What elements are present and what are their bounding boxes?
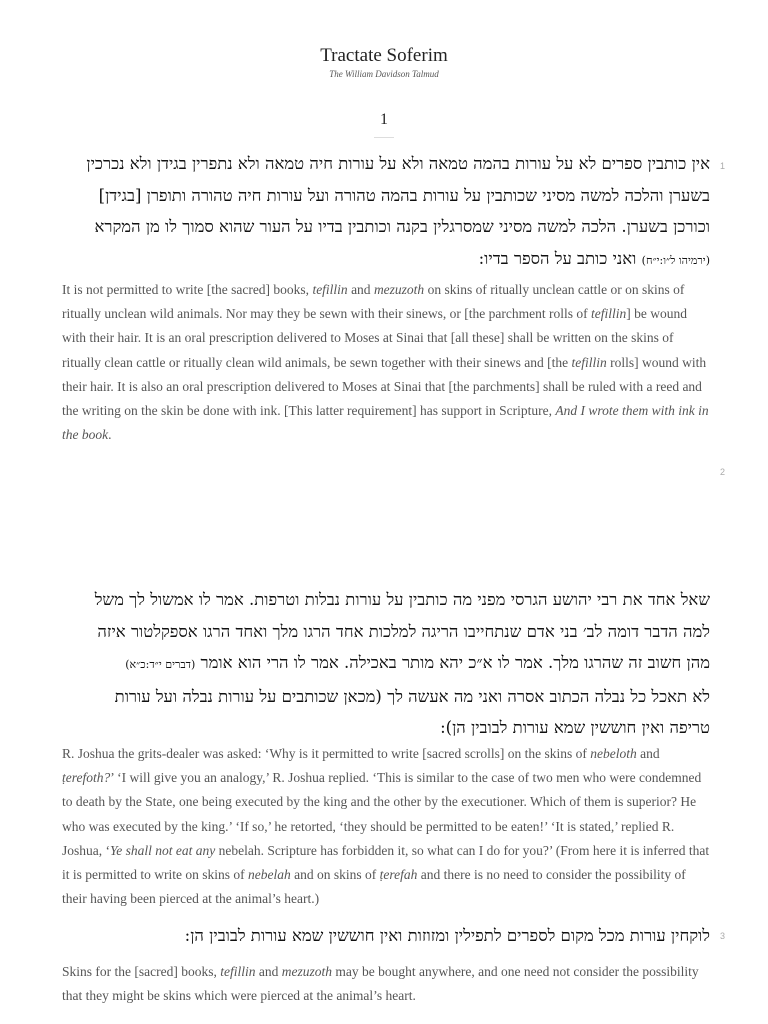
italic-term: ṭerefah bbox=[379, 867, 418, 883]
hebrew-text bbox=[62, 584, 710, 744]
segment-number[interactable]: 1 bbox=[720, 161, 726, 171]
hebrew-line: בשערן והלכה למשה מסיני שכותבין על עורות בהמה טהורה ועל עורות חיה טהורה ותופרן [בגידן] bbox=[98, 185, 710, 205]
hebrew-line: לא תאכל כל נבלה הכתוב אסרה ואני מה אעשה לך (מכאן שכותבים על עורות נבלה ועל עורות bbox=[114, 686, 710, 706]
italic-term: tefillin bbox=[571, 354, 607, 370]
italic-term: nebeloth bbox=[590, 746, 637, 761]
page-title: Tractate Soferim bbox=[320, 45, 448, 66]
italic-term: tefillin bbox=[312, 282, 348, 297]
english-translation: Skins for the [sacred] books, tefillin and mezuzoth may be bought anywhere, and one need not consider the possibility that they might be skins which were pierced at the animal’s heart. bbox=[62, 964, 699, 1004]
italic-term: And I wrote them with ink in the book bbox=[62, 403, 709, 443]
hebrew-line: (ירמיהו ל״ו:י״ח) ואני כותב על הספר בדיו: bbox=[478, 248, 710, 268]
italic-term: nebelah bbox=[247, 867, 291, 883]
hebrew-line: וכורכן בשערן. הלכה למשה מסיני שמסרגלין בקנה וכותבין בדיו על העור שהוא סמוך לו מן המקרא bbox=[94, 217, 710, 236]
segment-number[interactable]: 2 bbox=[720, 467, 726, 477]
italic-term: mezuzoth bbox=[281, 964, 332, 979]
hebrew-line: טריפה ואין חוששין שמא עורות לבובין הן): bbox=[440, 718, 710, 737]
hebrew-line: למה הדבר דומה לב׳ בני אדם שנתחייבו הריגה למלכות אחד הרגו מלך ואחד הרגו אספקלטור איזה bbox=[97, 621, 710, 641]
chapter-divider bbox=[374, 137, 394, 138]
segment-number[interactable]: 3 bbox=[720, 931, 726, 941]
hebrew-line: שאל אחד את רבי יהושע הגרסי מפני מה כותבין על עורות נבלות וטרפות. אמר לו אמשול לך משל bbox=[94, 590, 710, 609]
english-translation: R. Joshua the grits-dealer was asked: ‘Why is it permitted to write [sacred scrolls] on the skins of nebeloth and ṭerefoth?’ ‘I will give you an analogy,’ R. Joshua replied. ‘This is similar to the case of two men who were condemned to death by the State, one being executed by the king and the other by the executioner. Which of them is superior? He who was executed by the king.’ ‘If so,’ he retorted, ‘they should be permitted to be eaten!’ ‘It is stated,’ replied R. Joshua, ‘Ye shall not eat any nebelah. Scripture has forbidden it, so what can I do for you?’ (From here it is inferred that it is permitted to write on skins of nebelah and on skins of ṭerefah and there is no need to consider the possibility of their having been pierced at the animal’s heart.) bbox=[62, 746, 710, 907]
italic-term: tefillin bbox=[591, 306, 627, 322]
hebrew-line: אין כותבין ספרים לא על עורות בהמה טמאה ולא על עורות חיה טמאה ולא נתפרין בגידן ולא נכרכין bbox=[86, 154, 710, 173]
chapter-number: 1 bbox=[380, 111, 388, 128]
hebrew-text bbox=[62, 148, 710, 276]
italic-term: Ye shall not eat any bbox=[110, 842, 216, 858]
italic-term: tefillin bbox=[220, 964, 256, 979]
scripture-reference[interactable]: (דברים י״ד:כ״א) bbox=[125, 658, 196, 671]
italic-term: ṭerefoth? bbox=[62, 770, 111, 786]
scripture-reference[interactable]: (ירמיהו ל״ו:י״ח) bbox=[641, 253, 710, 267]
page-subtitle: The William Davidson Talmud bbox=[329, 69, 439, 79]
hebrew-text bbox=[62, 920, 710, 952]
english-translation: It is not permitted to write [the sacred] books, tefillin and mezuzoth on skins of ritually unclean cattle or on skins of ritually unclean wild animals. Nor may they be sewn with their sinews, or [the parchment rolls of tefillin] be wound with their hair. It is an oral prescription delivered to Moses at Sinai that [all these] shall be written on the skins of ritually clean cattle or ritually clean wild animals, be sewn together with their sinews and [the tefillin rolls] wound with their hair. It is also an oral prescription delivered to Moses at Sinai that [the parchments] shall be ruled with a reed and the writing on the skin be done with ink. [This latter requirement] has support in Scripture, And I wrote them with ink in the book. bbox=[62, 282, 709, 443]
hebrew-line: לוקחין עורות מכל מקום לספרים לתפילין ומזוזות ואין חוששין שמא עורות לבובין הן: bbox=[184, 926, 710, 945]
italic-term: mezuzoth bbox=[373, 282, 425, 297]
page-header bbox=[0, 44, 768, 80]
hebrew-line: מהן חשוב זה שהרגו מלך. אמר לו א״כ יהא מותר באכילה. אמר לו הרי הוא אומר (דברים י״ד:כ״א) bbox=[125, 653, 710, 672]
